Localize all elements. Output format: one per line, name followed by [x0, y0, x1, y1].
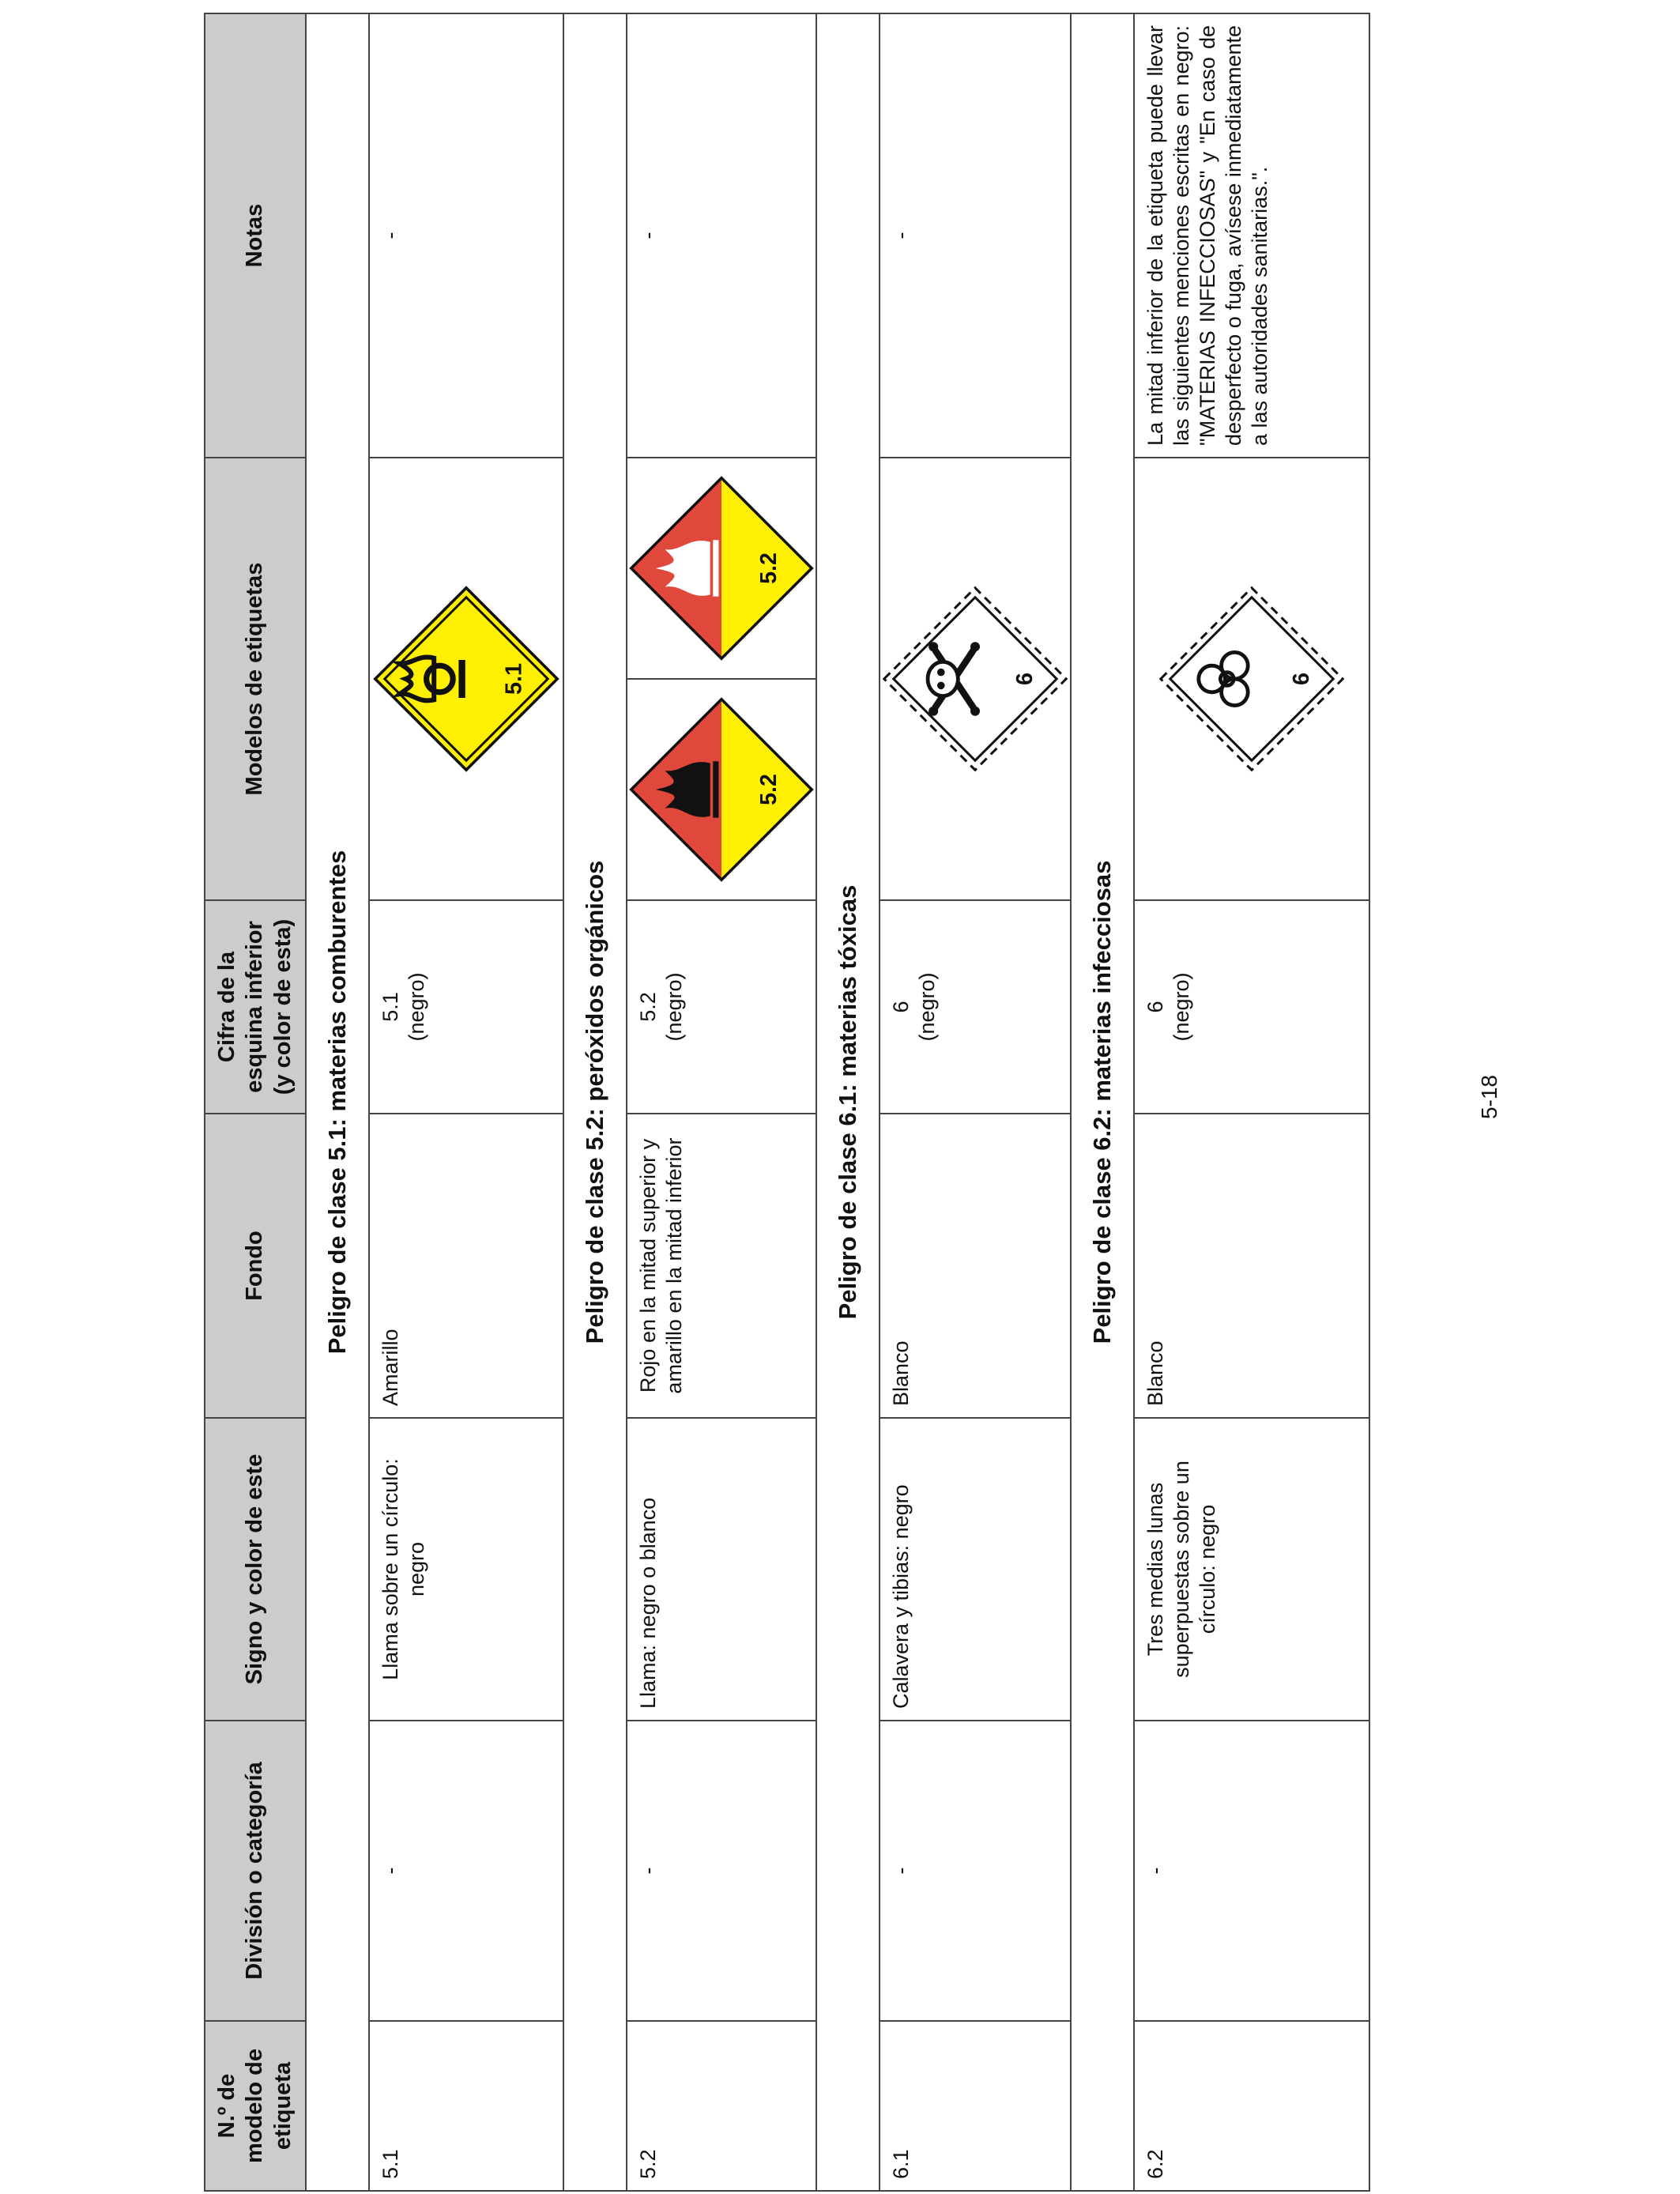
table-row [880, 13, 1071, 2191]
rotated-table-container [204, 14, 1315, 2192]
background-cell: Amarillo [369, 1114, 563, 1418]
header-model-no: N.º de modelo de etiqueta [205, 2021, 306, 2191]
notes-cell: - [880, 13, 1071, 458]
figure-number: 6 [1143, 1001, 1168, 1013]
organic-peroxide-label-white [627, 474, 816, 662]
symbol-cell: Llama: negro o blanco [627, 1418, 816, 1721]
label-number: 5.1 [501, 662, 527, 696]
background-cell: Blanco [880, 1114, 1071, 1418]
model-no-cell: 5.1 [369, 2021, 563, 2191]
section-title-row [306, 13, 369, 2191]
model-no-cell: 6.1 [880, 2021, 1071, 2191]
division-cell: - [369, 1721, 563, 2021]
section-title: Peligro de clase 6.2: materias infecciosas [1071, 13, 1134, 2191]
section-title: Peligro de clase 5.1: materias comburentes [306, 13, 369, 2191]
figure-number: 5.1 [379, 992, 403, 1022]
label-number: 6 [1012, 672, 1038, 686]
division-cell: - [1134, 1721, 1369, 2021]
background-cell: Blanco [1134, 1114, 1369, 1418]
table-row [369, 13, 563, 2191]
table-row [1134, 13, 1369, 2191]
figure-color: (negro) [1170, 972, 1194, 1042]
section-title: Peligro de clase 5.2: peróxidos orgánicos [563, 13, 627, 2191]
header-symbol: Signo y color de este [205, 1418, 306, 1721]
figure-number: 6 [889, 1001, 913, 1013]
figure-cell [369, 900, 563, 1114]
organic-peroxide-label-black [627, 696, 816, 884]
figure-cell [1134, 900, 1369, 1114]
label-number: 6 [1289, 672, 1315, 686]
section-title-row [563, 13, 627, 2191]
header-figure: Cifra de la esquina inferior (y color de esta) [205, 900, 306, 1114]
label-models-cell [627, 458, 816, 900]
section-title: Peligro de clase 6.1: materias tóxicas [816, 13, 880, 2191]
notes-cell: - [627, 13, 816, 458]
symbol-cell: Llama sobre un círculo: negro [369, 1418, 563, 1721]
label-models-cell [1134, 458, 1369, 900]
toxic-label [880, 584, 1070, 774]
symbol-cell: Tres medias lunas superpuestas sobre un círculo: negro [1134, 1418, 1369, 1721]
label-models-cell [880, 458, 1071, 900]
header-models: Modelos de etiquetas [205, 458, 306, 900]
header-background: Fondo [205, 1114, 306, 1418]
header-row [205, 13, 306, 2191]
infectious-label [1157, 584, 1347, 774]
header-division: División o categoría [205, 1721, 306, 2021]
figure-color: (negro) [662, 972, 687, 1042]
figure-cell [880, 900, 1071, 1114]
background-cell: Rojo en la mitad superior y amarillo en la mitad inferior [627, 1114, 816, 1418]
label-number: 5.2 [756, 774, 782, 805]
figure-color: (negro) [915, 972, 940, 1042]
division-cell: - [880, 1721, 1071, 2021]
figure-cell [627, 900, 816, 1114]
label-number: 5.2 [756, 552, 782, 584]
label-models-cell [369, 458, 563, 900]
symbol-cell: Calavera y tibias: negro [880, 1418, 1071, 1721]
oxidizer-label [371, 584, 561, 774]
table-row [627, 13, 816, 2191]
division-cell: - [627, 1721, 816, 2021]
model-no-cell: 5.2 [627, 2021, 816, 2191]
section-title-row [816, 13, 880, 2191]
labels-table [204, 13, 1370, 2192]
notes-cell: - [369, 13, 563, 458]
model-no-cell: 6.2 [1134, 2021, 1369, 2191]
page-number: 5-18 [1477, 1074, 1501, 1120]
notes-cell: La mitad inferior de la etiqueta puede llevar las siguientes menciones escritas en negro: "MATERIAS INFECCIOSAS" y "En caso de desperfecto o fuga, avísese inmediatamente a las autoridades sanitarias.". [1134, 13, 1369, 458]
figure-color: (negro) [405, 972, 429, 1042]
figure-number: 5.2 [636, 992, 661, 1022]
header-notes: Notas [205, 13, 306, 458]
section-title-row [1071, 13, 1134, 2191]
